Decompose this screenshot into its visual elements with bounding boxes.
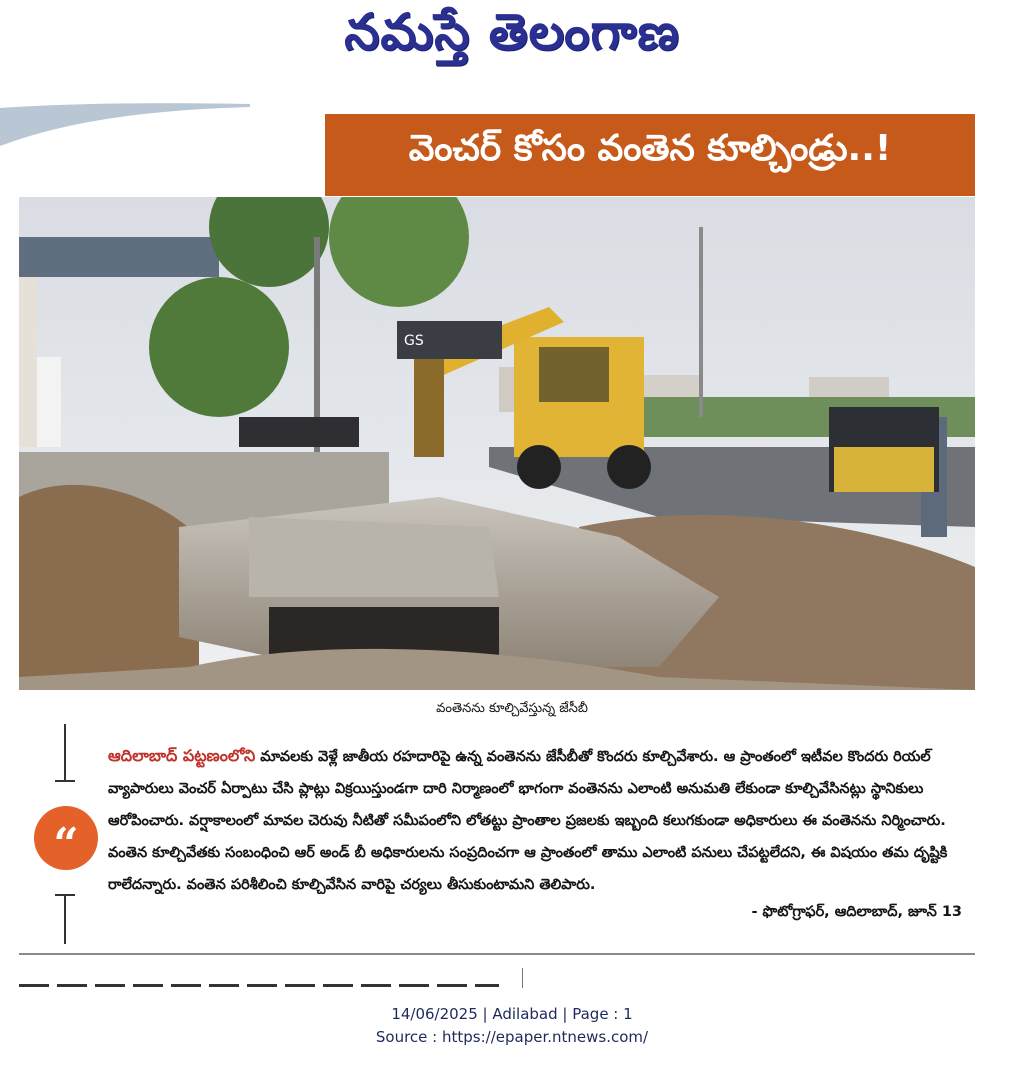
footer-source: Source : https://epaper.ntnews.com/ bbox=[375, 1028, 649, 1046]
decorative-swoosh bbox=[0, 98, 260, 148]
quote-rule-top-tick bbox=[55, 780, 75, 782]
next-article-snippet bbox=[19, 984, 499, 987]
masthead bbox=[0, 0, 1024, 80]
article-lead: ఆదిలాబాద్ పట్టణంలోని bbox=[108, 746, 256, 765]
quote-icon bbox=[34, 806, 98, 870]
photo-caption: వంతెనను కూల్చివేస్తున్న జేసీబీ bbox=[436, 701, 588, 716]
demolition-scene-image bbox=[19, 197, 975, 690]
headline-banner bbox=[325, 114, 975, 196]
article-body bbox=[108, 740, 976, 901]
billboard-text: GS bbox=[404, 333, 424, 349]
newspaper-logo: నమస్తే తెలంగాణ bbox=[344, 2, 680, 61]
headline: వెంచర్ కోసం వంతెన కూల్చిండ్రు..! bbox=[408, 128, 892, 169]
article-text: మావలకు వెళ్లే జాతీయ రహదారిపై ఉన్న వంతెనను జేసీబీతో కొందరు కూల్చివేశారు. ఆ ప్రాంతంలో ఇటీవల కొందరు రియల్ వ్యాపారులు వెంచర్ ఏర్పాటు చేసి ప్లాట్లు విక్రయిస్తుండగా దారి నిర్మాణంలో భాగంగా వంతెనను ఎలాంటి అనుమతి లేకుండా కూల్చివేసినట్లు స్థానికులు ఆరోపించారు. వర్షాకాలంలో మావల చెరువు నీటితో సమీపంలోని లోతట్టు ప్రాంతాల ప్రజలకు ఇబ్బంది కలుగకుండా అధికారులు ఈ వంతెనను నిర్మించారు. వంతెన కూల్చివేతకు సంబంధించి ఆర్ అండ్ బీ అధికారులను సంప్రదించగా ఆ ప్రాంతంలో తాము ఎలాంటి పనులు చేపట్టలేదని, ఈ విషయం తమ దృష్టికి రాలేదన్నారు. వంతెన పరిశీలించి కూల్చివేసిన వారిపై చర్యలు తీసుకుంటామని తెలిపారు. bbox=[108, 749, 948, 893]
quote-rule-top bbox=[64, 724, 66, 780]
quote-rule-bottom bbox=[64, 896, 66, 944]
next-article-headline-cropped bbox=[543, 970, 975, 988]
column-separator bbox=[522, 968, 523, 988]
news-photo bbox=[19, 197, 975, 690]
footer-date-edition-page: 14/06/2025 | Adilabad | Page : 1 bbox=[391, 1005, 633, 1023]
quote-glyph: “ bbox=[53, 819, 79, 870]
article-byline: - ఫొటోగ్రాఫర్, ఆదిలాబాద్, జూన్ 13 bbox=[751, 904, 962, 920]
section-divider bbox=[19, 953, 975, 955]
